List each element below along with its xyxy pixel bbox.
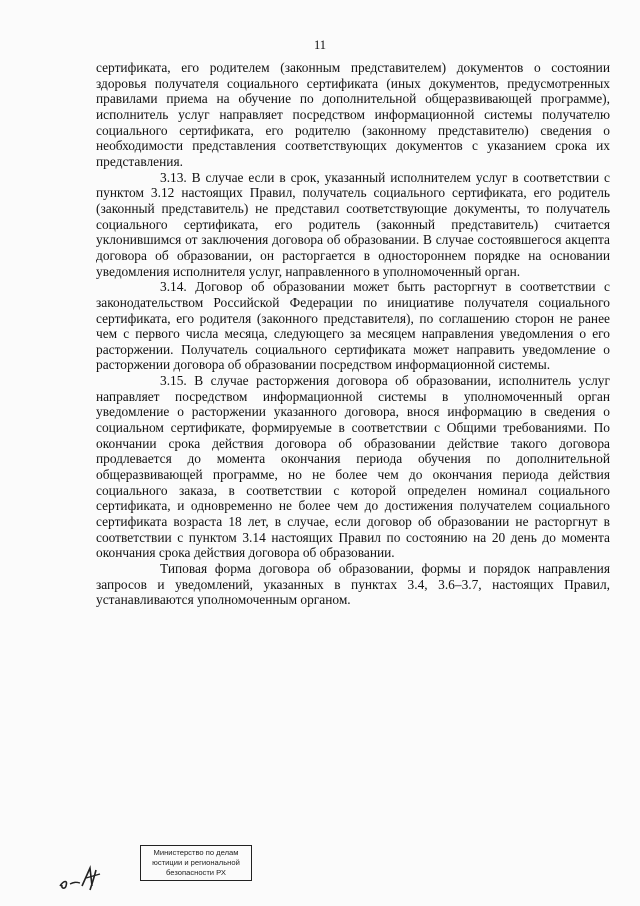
handwritten-signature-icon [56,860,108,894]
paragraph-continuation: сертификата, его родителем (законным представителем) документов о состоянии здоровья получателя социального сертификата (иных документов, предусмотренных правилами приема на обучение по дополнительной общеразвивающей программе), исполнитель услуг направляет посредством информационной системы получателю социального сертификата, его родителю (законному представителю) сведения о необходимости представления соответствующих документов с указанием срока их представления. [96,60,610,169]
paragraph-3-15: 3.15. В случае расторжения договора об образовании, исполнитель услуг направляет посредством информационной системы в уполномоченный орган уведомление о расторжении указанного договора, внося информацию в сведения о социальном сертификате, формируемые в соответствии с Общими требованиями. По окончании срока действия договора об образовании действие такого договора продлевается до момента окончания периода обучения по дополнительной общеразвивающей программе, но не более чем до окончания периода действия социального заказа, в соответствии с которой определен номинал социального сертификата, и одновременно не более чем до достижения получателем социального сертификата возраста 18 лет, в случае, если договор об образовании не расторгнут в соответствии с пунктом 3.14 настоящих Правил по состоянию на 20 день до момента окончания срока действия договора об образовании. [96,373,610,561]
ministry-stamp [140,845,252,881]
paragraph-3-14: 3.14. Договор об образовании может быть расторгнут в соответствии с законодательством Российской Федерации по инициативе получателя социального сертификата, его родителя (законного представителя), по соглашению сторон не ранее чем с первого числа месяца, следующего за месяцем направления уведомления о его расторжении. Получатель социального сертификата может направить уведомление о расторжении договора об образовании посредством информационной системы. [96,279,610,373]
document-body [96,60,610,608]
page-number: 11 [313,38,327,52]
stamp-line-1: Министерство по делам [153,848,239,857]
paragraph-3-13: 3.13. В случае если в срок, указанный исполнителем услуг в соответствии с пунктом 3.12 настоящих Правил, получатель социального сертификата, его родитель (законный представитель) не представил соответствующие документы, то получатель социального сертификата, его родитель (законный представитель) считается уклонившимся от заключения договора об образовании. В случае состоявшегося акцепта договора об образовании, он расторгается в одностороннем порядке на основании уведомления исполнителя услуг, направленного в уполномоченный орган. [96,169,610,279]
stamp-line-2: юстиции и региональной [152,858,240,867]
paragraph-typical-form: Типовая форма договора об образовании, формы и порядок направления запросов и уведомлений, указанных в пунктах 3.4, 3.6–3.7, настоящих Правил, устанавливаются уполномоченным органом. [96,561,610,608]
stamp-line-3: безопасности РХ [166,868,226,877]
